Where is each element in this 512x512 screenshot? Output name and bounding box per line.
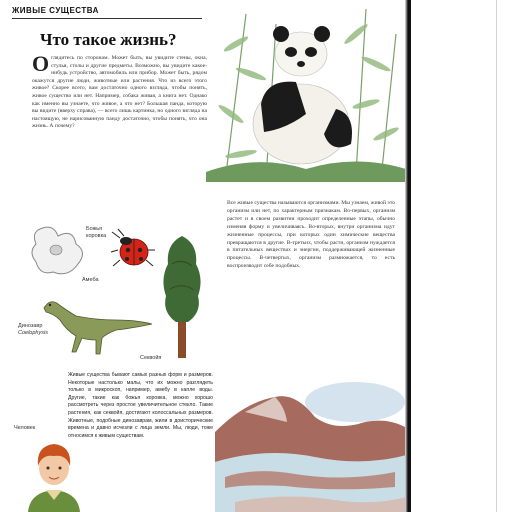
dinosaur-species: Coelophysis xyxy=(18,330,48,336)
amoeba-illustration xyxy=(28,222,90,280)
sequoia-label: Секвойя xyxy=(140,355,162,361)
dinosaur-name: Динозавр xyxy=(18,323,43,329)
human-illustration xyxy=(24,436,84,512)
panda-illustration xyxy=(206,4,406,182)
drop-cap: О xyxy=(32,51,50,76)
organisms-paragraph: Все живые существа называются организмами. Мы узнаем, живой это организм или нет, по характерным признакам. Во-первых, организм растет и в своем развитии проходит определенные этапы, обычно изменяя форму и увеличиваясь. Во-вторых, внутри организма идут жизненные процессы, при которых один химические вещества превращаются в другие. В-третьих, чтобы расти, организм нуждается в питательных веществах и энергии, поддерживающей жизненные процессы. В-четвертых, организм размножается, то есть воспроизводит себе подобных. xyxy=(227,200,395,270)
ladybird-label: Божья коровка xyxy=(86,226,107,239)
ladybird-illustration xyxy=(110,228,156,270)
sequoia-illustration xyxy=(158,234,206,358)
book-spine xyxy=(405,0,411,512)
intro-text: глядитесь по сторонам. Может быть, вы увидите стены, окна, стулья, столы и другие предметы. Возможно, вы увидите какое-нибудь устройство, автомобиль или прибор. Может быть, рядом окажутся другие люди, животные или растения. Что из всего этого живое? Скорее всего, вам достаточно одного взгляда, чтобы понять, живое существо или нет. Например, собака живая, а книга нет. Однако как именно вы узнаете, что живое, а что нет? Большая панда, которую вы видите (вверху справа), — всего лишь картинка, но одного взгляда на настоящую, не нарисованную панду достаточно, чтобы понять, что она жизнь. А почему? xyxy=(32,55,207,130)
human-label: Человек xyxy=(14,425,36,431)
book-page xyxy=(10,0,410,512)
sizes-paragraph: Живые существа бывают самых разных форм и размеров. Некоторые настолько малы, что их можно разглядеть только в микроскоп, например, амебу в капле воды. Другие, такие как божья коровка, можно хорошо рассмотреть через простое увеличительное стекло. Такие растения, как секвойя, достигают колоссальных размеров. Животные, подобные динозаврам, жили в доисторические времена и давно исчезли с лица земли. Мы, люди, тоже относимся к живым существам. xyxy=(68,372,213,439)
page-edge xyxy=(496,0,497,512)
dinosaur-label xyxy=(18,323,48,337)
section-header: ЖИВЫЕ СУЩЕСТВА xyxy=(12,6,99,15)
page-title: Что такое жизнь? xyxy=(40,30,177,49)
header-rule xyxy=(12,18,202,19)
dinosaur-illustration xyxy=(36,290,154,358)
amoeba-label: Амеба xyxy=(82,277,99,283)
mountain-illustration xyxy=(215,362,410,512)
intro-paragraph xyxy=(32,51,207,131)
